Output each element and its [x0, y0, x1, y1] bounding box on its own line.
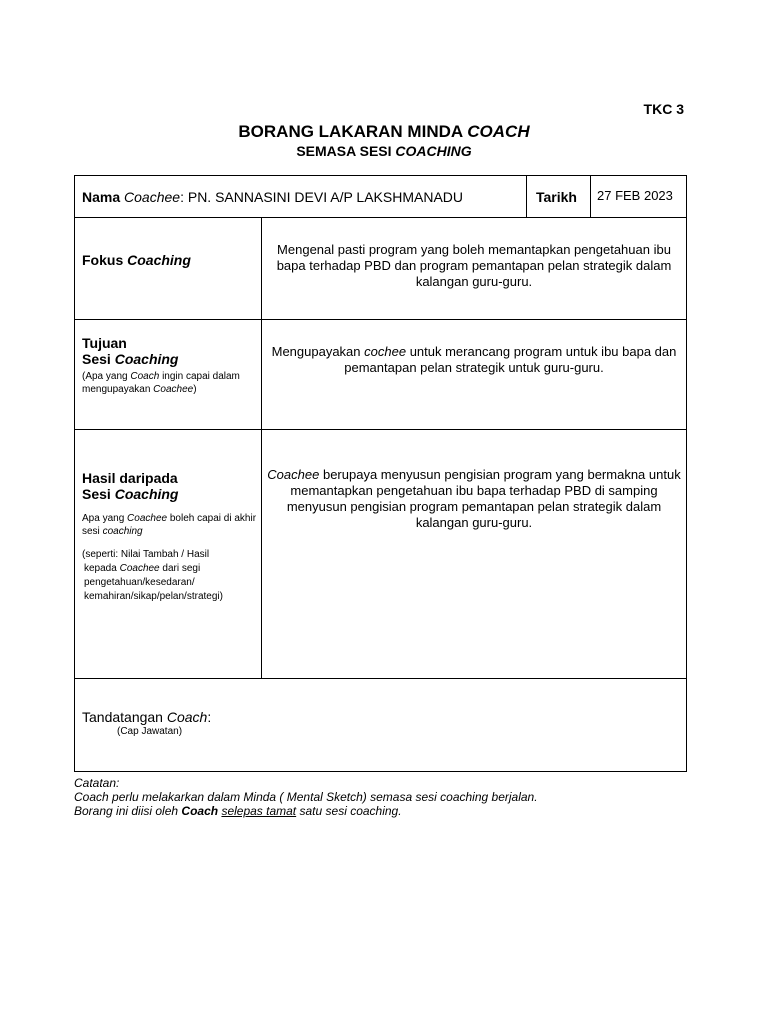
- form-code: TKC 3: [643, 101, 684, 117]
- goal-hint-prefix: (Apa yang: [82, 371, 128, 382]
- result-examples-kepada: kepada: [84, 563, 117, 574]
- goal-label-sesi: Sesi: [82, 351, 111, 367]
- form-subtitle-text: SEMASA SESI: [296, 143, 392, 159]
- result-hint-italic2: coaching: [102, 526, 143, 537]
- result-examples: [82, 548, 260, 604]
- notes-line2: [74, 804, 538, 818]
- date-label: [536, 189, 577, 205]
- result-examples-line3: pengetahuan/kesedaran/: [84, 577, 195, 588]
- signature-label: [82, 709, 211, 725]
- goal-content: [262, 344, 686, 376]
- result-hint-prefix: Apa yang: [82, 513, 125, 524]
- column-divider: [526, 175, 527, 218]
- notes-line1: Coach perlu melakarkan dalam Minda ( Mental Sketch) semasa sesi coaching berjalan.: [74, 790, 538, 804]
- coachee-name-field: [82, 189, 463, 205]
- result-label: [82, 470, 260, 604]
- form-title-text: BORANG LAKARAN MINDA: [238, 122, 463, 141]
- row-divider: [74, 319, 687, 320]
- goal-label-line1: Tujuan: [82, 335, 127, 351]
- focus-content: [262, 242, 686, 290]
- form-subtitle: [0, 143, 768, 159]
- notes-line2-bold: Coach: [181, 804, 219, 818]
- result-content-italic: Coachee: [267, 467, 320, 482]
- form-title: [0, 122, 768, 142]
- focus-label-italic: Coaching: [127, 252, 191, 268]
- goal-hint-suffix: ): [193, 384, 197, 395]
- form-title-italic: COACH: [467, 122, 530, 141]
- signature-label-text: Tandatangan: [82, 709, 163, 725]
- form-subtitle-italic: COACHING: [395, 143, 472, 159]
- result-examples-line1: (seperti: Nilai Tambah / Hasil: [82, 549, 210, 560]
- goal-label: [82, 335, 260, 396]
- result-label-italic: Coaching: [114, 486, 179, 502]
- row-divider: [74, 217, 687, 218]
- name-label: Nama: [82, 189, 121, 205]
- position-stamp: [117, 725, 182, 738]
- notes-title: Catatan:: [74, 776, 120, 790]
- notes-line2-prefix: Borang ini diisi oleh: [74, 804, 179, 818]
- result-hint-mid: boleh capai di akhir sesi: [82, 513, 257, 537]
- signature-label-italic: Coach: [166, 709, 208, 725]
- coachee-name-value: : PN. SANNASINI DEVI A/P LAKSHMANADU: [180, 189, 464, 205]
- result-label-sesi: Sesi: [82, 486, 111, 502]
- date-value-text: 27 FEB 2023: [597, 188, 673, 203]
- date-label-text: Tarikh: [536, 189, 577, 205]
- goal-label-italic: Coaching: [114, 351, 179, 367]
- notes: [74, 776, 538, 818]
- signature-label-colon: :: [207, 709, 212, 725]
- date-value: [597, 188, 673, 204]
- result-examples-line4: kemahiran/sikap/pelan/strategi): [84, 591, 223, 602]
- goal-hint-italic2: Coachee: [153, 384, 194, 395]
- focus-content-text: Mengenal pasti program yang boleh memantapkan pengetahuan ibu bapa terhadap PBD dan program pemantapan pelan strategik dalam kalangan guru-guru.: [276, 242, 672, 289]
- result-label-line2: [82, 486, 260, 502]
- result-examples-line2: [82, 562, 260, 576]
- result-examples-dari: dari segi: [162, 563, 201, 574]
- goal-hint-mid: ingin capai dalam mengupayakan: [82, 371, 240, 395]
- name-label-italic: Coachee: [124, 189, 181, 205]
- notes-line2-suffix: satu sesi coaching.: [299, 804, 402, 818]
- goal-hint: [82, 370, 260, 396]
- result-hint: [82, 512, 257, 538]
- goal-label-line2: [82, 351, 260, 367]
- result-examples-italic: Coachee: [119, 563, 160, 574]
- notes-line2-underline: selepas tamat: [221, 804, 297, 818]
- position-stamp-text: (Cap Jawatan): [117, 726, 183, 737]
- goal-content-prefix: Mengupayakan: [271, 344, 361, 359]
- focus-label: [82, 252, 191, 268]
- result-content: [262, 467, 686, 531]
- goal-hint-italic1: Coach: [130, 371, 160, 382]
- goal-content-suffix: untuk merancang program untuk ibu bapa dan pemantapan pelan strategik untuk guru-guru.: [344, 344, 677, 375]
- result-label-line1: Hasil daripada: [82, 470, 178, 486]
- focus-label-text: Fokus: [82, 252, 124, 268]
- column-divider: [590, 175, 591, 218]
- row-divider: [74, 678, 687, 679]
- result-content-text: berupaya menyusun pengisian program yang bermakna untuk memantapkan pengetahuan ibu bapa terhadap PBD di samping menyusun pengisian program pemantapan pelan strategik dalam kalangan guru-guru.: [286, 467, 681, 530]
- row-divider: [74, 429, 687, 430]
- goal-content-italic: cochee: [364, 344, 407, 359]
- result-hint-italic: Coachee: [127, 513, 168, 524]
